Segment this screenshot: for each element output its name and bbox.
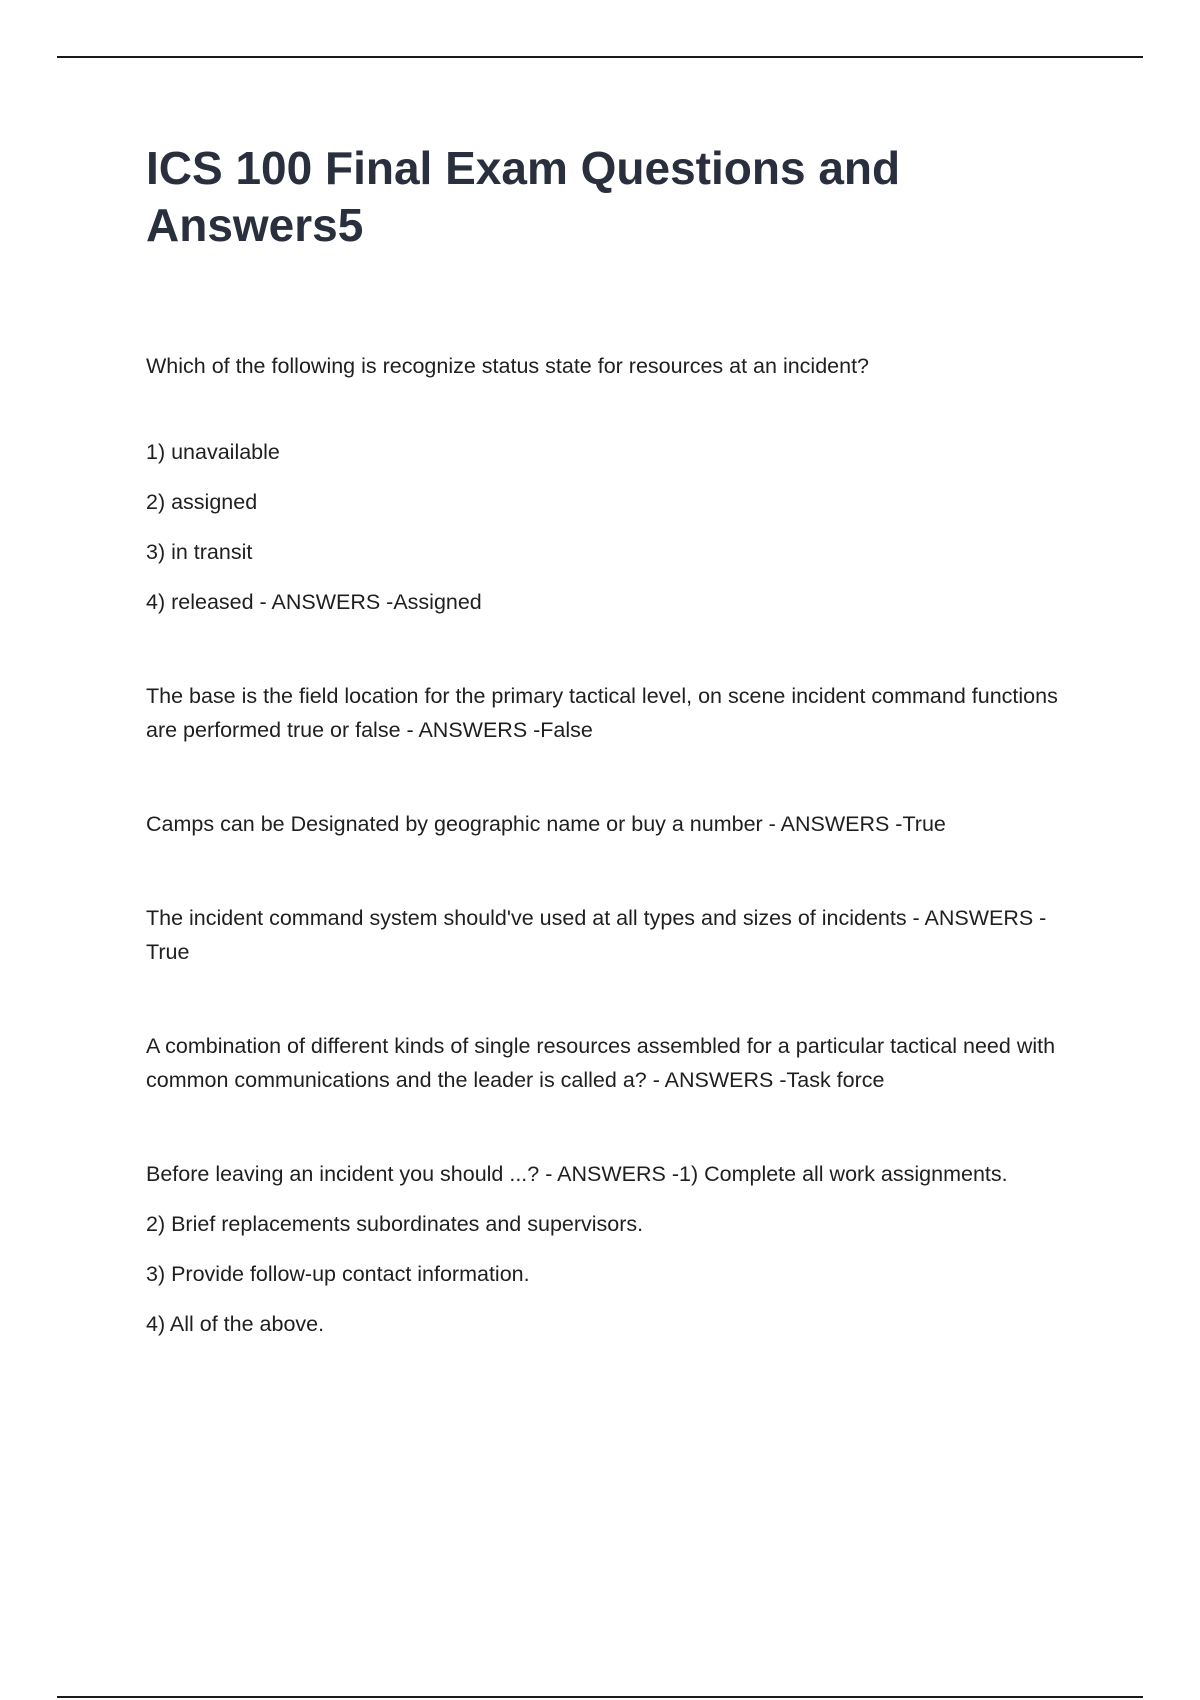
answer-line-3: 3) Provide follow-up contact information. bbox=[146, 1262, 530, 1286]
document-title: ICS 100 Final Exam Questions and Answers5 bbox=[146, 142, 901, 251]
option-3: 3) in transit bbox=[146, 540, 253, 564]
question-text: Which of the following is recognize status state for resources at an incident? bbox=[146, 354, 870, 378]
qa-item-2 bbox=[146, 679, 1076, 747]
question-text: The base is the field location for the primary tactical level, on scene incident command functions are performed true or false - ANSWERS -False bbox=[146, 684, 1058, 742]
qa-item-5 bbox=[146, 1029, 1076, 1097]
answer-line-2: 2) Brief replacements subordinates and supervisors. bbox=[146, 1212, 644, 1236]
answer-line-1: Before leaving an incident you should ...? - ANSWERS -1) Complete all work assignments. bbox=[146, 1162, 1008, 1186]
qa-item-4 bbox=[146, 901, 1076, 969]
answer-line-4: 4) All of the above. bbox=[146, 1312, 325, 1336]
option-2: 2) assigned bbox=[146, 490, 258, 514]
top-rule bbox=[57, 56, 1143, 58]
option-1: 1) unavailable bbox=[146, 440, 280, 464]
qa-item-1 bbox=[146, 349, 1076, 619]
qa-list bbox=[146, 349, 1076, 1341]
bottom-rule bbox=[57, 1696, 1143, 1698]
question-text: Camps can be Designated by geographic name or buy a number - ANSWERS -True bbox=[146, 812, 946, 836]
qa-item-3 bbox=[146, 807, 1076, 841]
qa-item-6 bbox=[146, 1157, 1076, 1341]
question-text: The incident command system should've used at all types and sizes of incidents - ANSWERS -True bbox=[146, 906, 1047, 964]
question-text: A combination of different kinds of single resources assembled for a particular tactical need with common communications and the leader is called a? - ANSWERS -Task force bbox=[146, 1034, 1056, 1092]
option-4: 4) released - ANSWERS -Assigned bbox=[146, 590, 482, 614]
document-body bbox=[146, 140, 1076, 1401]
